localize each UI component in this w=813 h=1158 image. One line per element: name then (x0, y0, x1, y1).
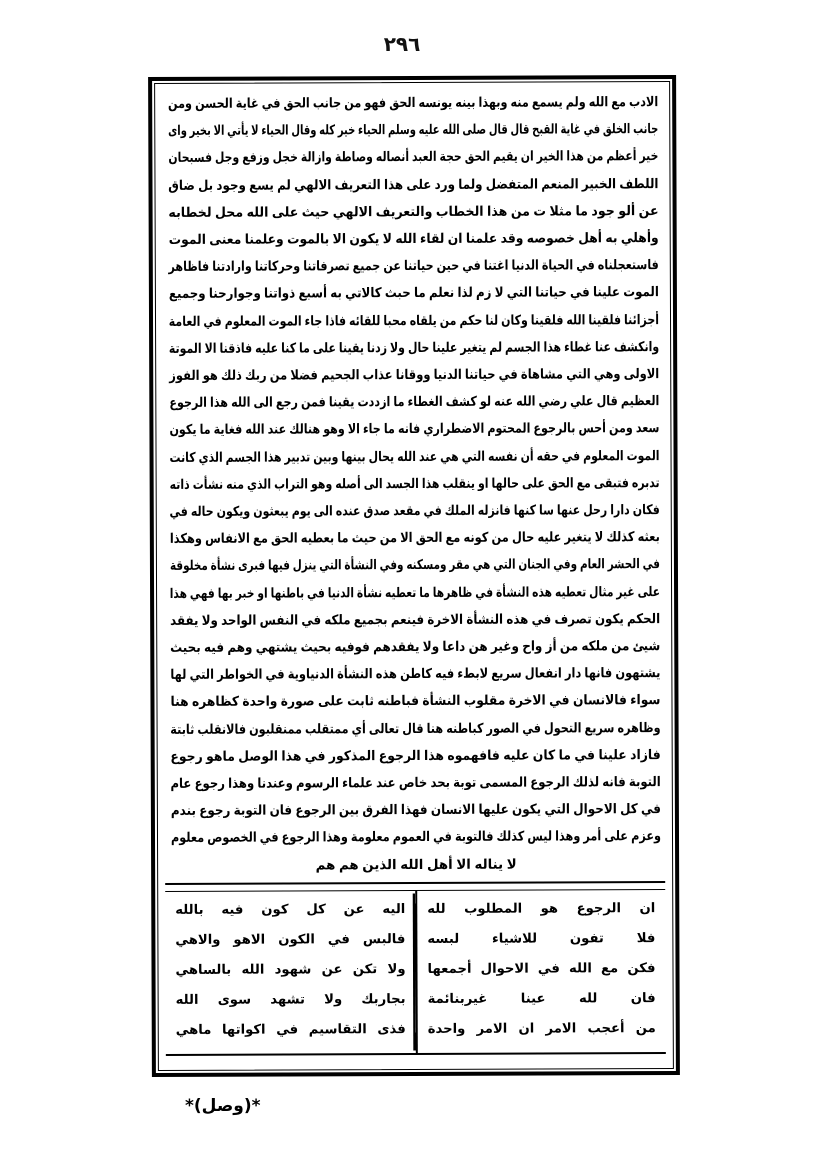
verse-line: بجاربك ولا تشهد سوى الله (175, 991, 406, 1008)
body-line: الحكم يكون تصرف في هذه النشأة الاخرة فينعم بجميع ملكه في النفس الواحد ولا يفقد (170, 611, 661, 629)
verse-line: ان الرجوع هو المطلوب لله (427, 900, 656, 917)
frame-inner (158, 85, 670, 1067)
verse-line: فالبس في الكون الاهو والاهي (175, 931, 406, 948)
body-line: التوبة فانه لذلك الرجوع المسمى توبة بحد خاص عند علماء الرسوم وعندنا وهذا رجوع عام (170, 775, 661, 793)
body-line: فكان دارا رحل عنها سا كنها فانزله الملك في مقعد صدق عنده الى يوم يبعثون ويكون حاله في (169, 503, 660, 520)
body-line: في الحشر العام وفي الجنان التي هي مقر ومسكنه وفي النشأة التي ينزل فيها فبرى نشأة مخلوقة (169, 557, 660, 575)
body-line: على غير مثال تعطيه هذه النشأة في ظاهرها ما تعطيه نشأة الدنيا في باطنها او خبر بها فهي هذا (169, 584, 661, 602)
body-line: الادب مع الله ولم يسمع منه وبهذا بينه يونسه الحق فهو من جانب الحق في غاية الحسن ومن (167, 95, 659, 112)
body-line: عن ألو جود ما مثلا ت من هذا الخطاب والتعريف الالهي حيث على الله محل لخطابه (168, 203, 659, 221)
body-line: وظاهره سريع التحول في الصور كباطنه هنا قال تعالى أي ممتقلب ممنقلبون فالانقلب ثابتة (170, 720, 661, 738)
body-line: سواء فالانسان في الاخرة مقلوب النشأة فباطنه ثابت على صورة واحدة كظاهره هنا (170, 693, 661, 711)
verse-line: فذى التقاسيم في اكواتها ماهي (175, 1021, 406, 1038)
verse-column-right (415, 890, 666, 1053)
body-line: جانب الخلق في غاية القبح قال قال صلى الله عليه وسلم الحياء خير كله وقال الحياء لا يأتي الا بخير وای (168, 122, 659, 140)
body-line: العظيم قال علي رضي الله عنه لو كشف الغطاء ما ازددت يقينا فمن رجع الى الله هذا الرجوع (169, 394, 660, 412)
verse-line: اليه عن كل كون فيه بالله (175, 901, 406, 918)
verse-line: فكن مع الله في الاحوال أجمعها (427, 960, 656, 977)
body-line: فاستعجلناه في الحياة الدنيا اغتنا في حين حياتنا عن جميع تصرفاتنا وحركاتنا وارادتنا فاظاهر (168, 258, 659, 276)
text-frame (148, 75, 680, 1077)
verse-line: من أعجب الامر ان الامر واحدة (427, 1020, 656, 1037)
body-line: بعثه كذلك لا يتغير عليه حال من كونه مع الحق الا من حيث ما بعطيه الحق مع الانفاس وهكذا (169, 530, 660, 548)
body-line: تدبره فتبقى مع الحق على حالها او ينقلب هذا الجسد الى أصله وهو التراب الذي منه نشأت ذاته (169, 475, 660, 493)
body-line: وعزم على أمر وهذا ليس كذلك فالتوبة في العموم معلومة وهذا الرجوع في الخصوص معلوم (170, 829, 662, 847)
body-line: لا يناله الا أهل الله الذين هم هم (315, 857, 517, 874)
verse-line: فان لله عينا غيربنائمة (427, 990, 656, 1007)
verse-line: ولا تكن عن شهود الله بالساهي (175, 961, 406, 978)
body-line: يشتهون فانها دار انفعال سريع لابطء فيه كاطن هذه النشأة الدنياوية في الخواطر التي لها (170, 666, 661, 684)
body-text-block (158, 85, 669, 880)
body-line: وانكشف عنا غطاء هذا الجسم لم يتغير علينا حال ولا زدنا يقينا على ما كنا عليه فاذقنا الا الموتة (168, 339, 660, 357)
body-line: خير أعظم من هذا الخير ان يقيم الحق حجة العبد أنصاله وصاطة وازالة خجل وزفع وجل فسبحان (168, 149, 659, 167)
catchword: *(وصل)* (185, 1096, 261, 1116)
page-number: ٢٩٦ (383, 32, 421, 56)
verse-line: فلا تفون للاشياء لبسه (427, 930, 656, 947)
body-line: فازاد علينا في ما كان عليه فافهموه هذا الرجوع المذكور في هذا الوصل ماهو رجوع (170, 747, 661, 765)
body-line: وأهلي به أهل خصوصه وقد علمنا ان لقاء الله لا يكون الا بالموت وعلمنا معنى الموت (168, 231, 659, 248)
body-line: الموت علينا في حياتنا التي لا زم لذا نعلم ما حبث كالاتي به أسبع ذواتنا وجوارحنا وجميع (168, 285, 659, 303)
body-line: الاولى وهي التي مشاهاة في حياتنا الدنيا ووقانا عذاب الجحيم فضلا من ربك ذلك هو الفوز (169, 367, 660, 384)
body-line: شيئ من ملكه من أز واح وغير هن داعا ولا يفقدهم فوفيه بحيث يشتهي وهم فيه بحيث (170, 639, 661, 656)
body-line: أجزائنا فلقينا الله فلقينا وكان لنا حكم من يلقاه محبا للقائه فاذا جاء الموت المعلوم في العامة (168, 312, 660, 330)
verse-column-left (165, 891, 416, 1054)
body-line: في كل الاحوال التي يكون عليها الانسان فهذا الفرق بين الرجوع فان التوبة رجوع بندم (170, 802, 661, 820)
verse-table (165, 890, 666, 1056)
body-line: سعد ومن أحس بالرجوع المحتوم الاضطراري فانه ما جاء الا وهو هنالك عند الله فغاية ما يكون (169, 421, 660, 439)
body-line: اللطف الخبير المنعم المتفضل ولما ورد على هذا التعريف الالهي لم يسع وجود بل ضاق (168, 176, 659, 194)
body-line: الموت المعلوم في حقه أن نفسه التي هي عند الله يحال بينها وبين تدبير هذا الجسم الذي كانت (169, 448, 660, 466)
